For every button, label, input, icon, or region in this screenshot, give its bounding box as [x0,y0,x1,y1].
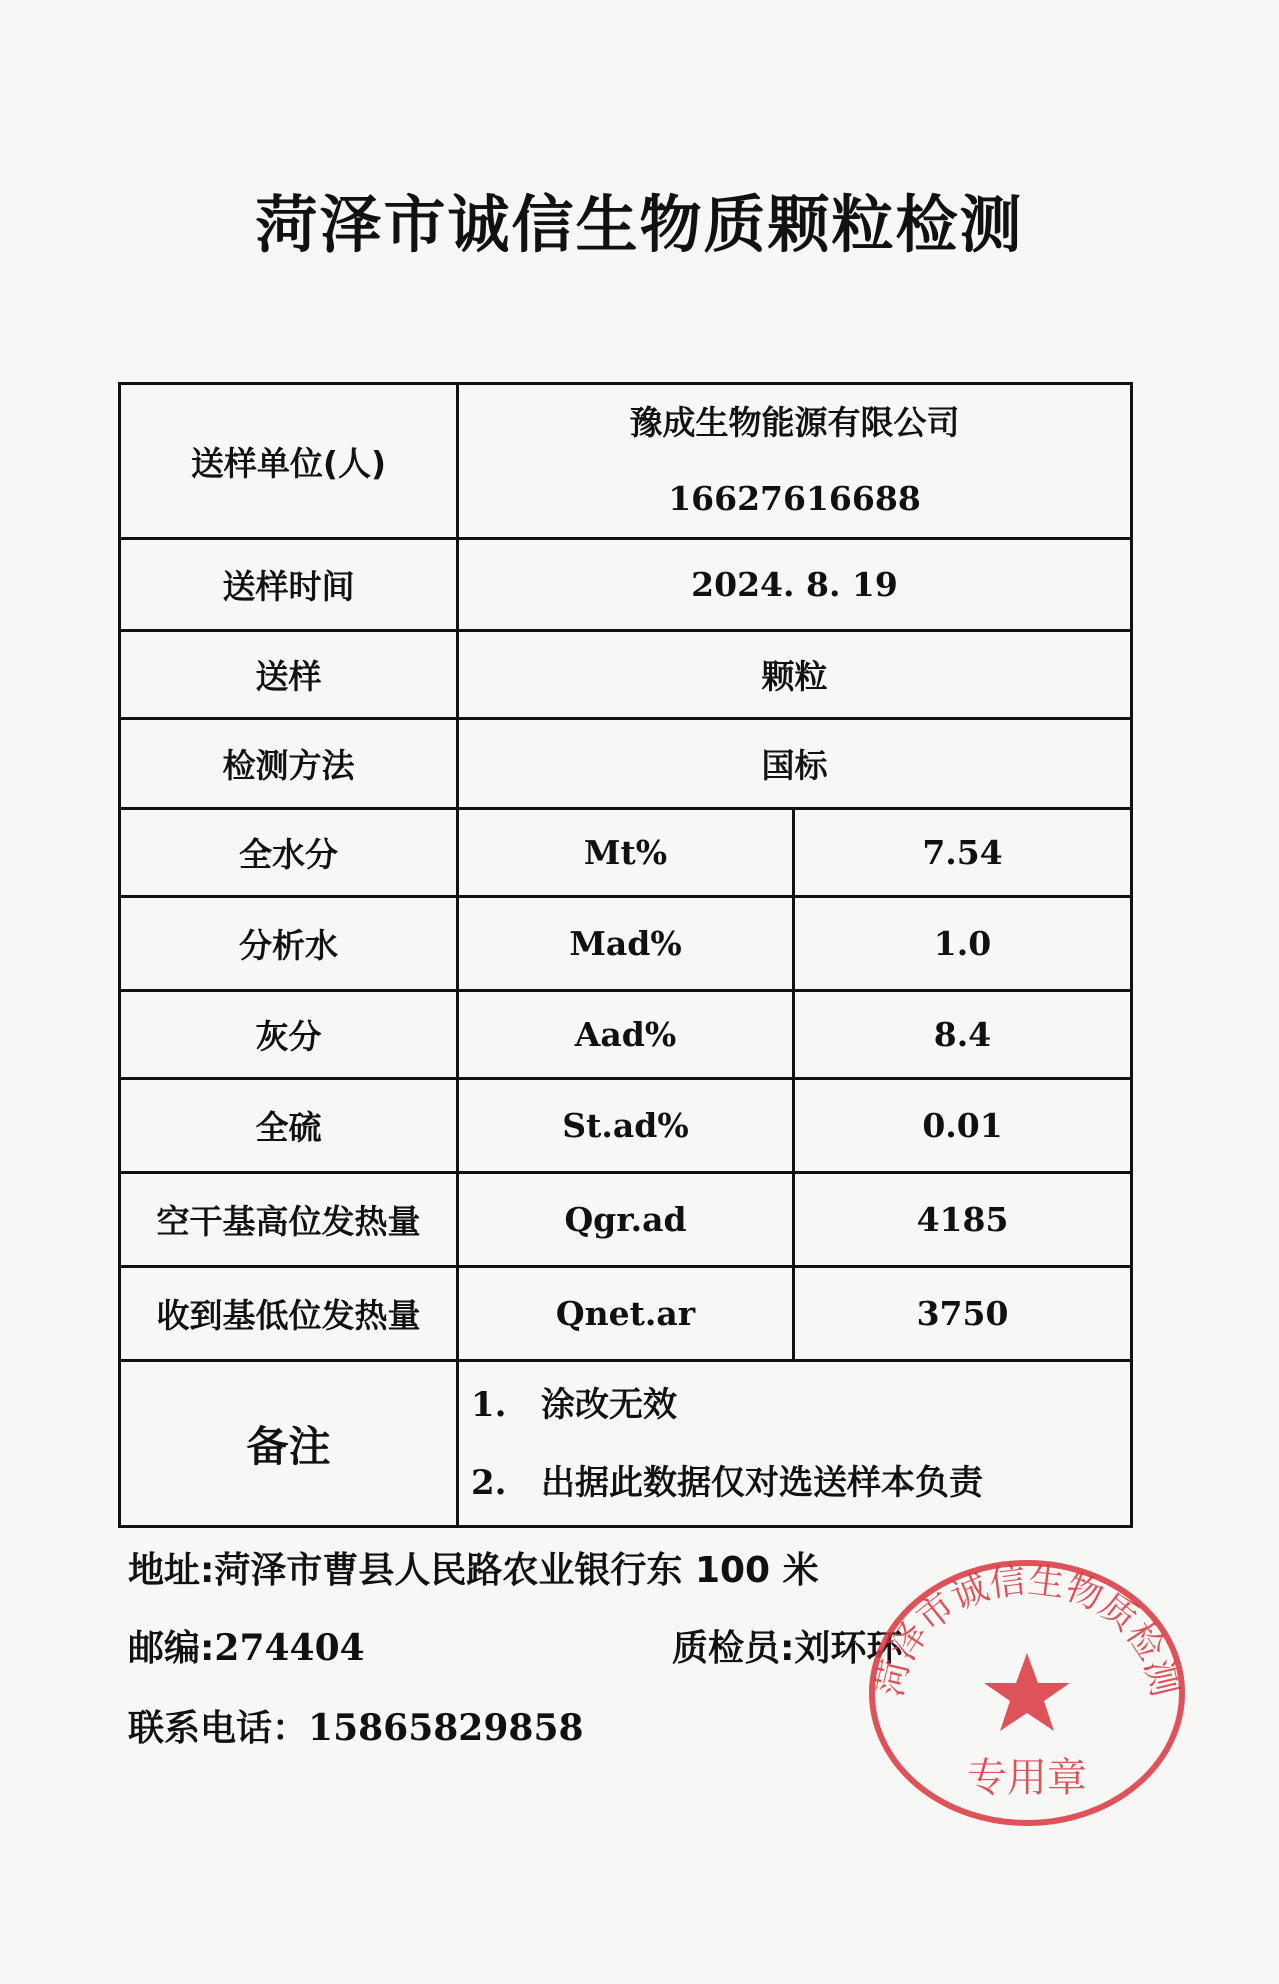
inspector-value: 刘环环 [794,1628,903,1669]
measurement-row [120,991,1132,1079]
measurement-label: 空干基高位发热量 [120,1173,458,1267]
table-row [120,539,1132,631]
remark-item [471,1444,1130,1522]
measurement-row [120,809,1132,897]
measurement-row [120,1267,1132,1361]
official-seal-stamp [862,1553,1192,1833]
row-label: 检测方法 [120,719,458,809]
sender-label: 送样单位(人) [120,384,458,539]
measurement-label: 分析水 [120,897,458,991]
measurement-symbol: Aad% [458,991,794,1079]
row-value: 2024. 8. 19 [458,539,1132,631]
remarks-list [458,1361,1132,1527]
row-label: 送样 [120,631,458,719]
measurement-symbol: St.ad% [458,1079,794,1173]
star-icon [984,1653,1070,1731]
seal-center-text: 专用章 [967,1755,1087,1801]
phone-label: 联系电话： [128,1708,309,1749]
seal-ring-text: 菏泽市诚信生物质检测 [869,1560,1185,1701]
postcode-line [128,1620,365,1671]
address-label: 地址: [128,1550,215,1591]
remark-number: 2. [471,1462,507,1503]
measurement-row [120,897,1132,991]
sender-phone: 16627616688 [668,479,921,518]
measurement-symbol: Qgr.ad [458,1173,794,1267]
remarks-row [120,1361,1132,1527]
measurement-label: 收到基低位发热量 [120,1267,458,1361]
measurement-row [120,1173,1132,1267]
table-row [120,631,1132,719]
remark-item [471,1366,1130,1444]
sender-name: 豫成生物能源有限公司 [629,403,960,442]
measurement-label: 全硫 [120,1079,458,1173]
row-label: 送样时间 [120,539,458,631]
table-row [120,719,1132,809]
measurement-value: 0.01 [794,1079,1132,1173]
phone-line [128,1700,584,1751]
address-line [128,1542,819,1593]
sender-row [120,384,1132,539]
measurement-value: 3750 [794,1267,1132,1361]
measurement-label: 全水分 [120,809,458,897]
measurement-row [120,1079,1132,1173]
remark-text: 出据此数据仅对选送样本负责 [541,1462,983,1503]
address-value: 菏泽市曹县人民路农业银行东 100 米 [214,1550,819,1591]
remarks-label: 备注 [120,1361,458,1527]
measurement-value: 7.54 [794,809,1132,897]
measurement-value: 8.4 [794,991,1132,1079]
inspector-label: 质检员: [672,1628,795,1669]
row-value: 国标 [458,719,1132,809]
measurement-symbol: Mt% [458,809,794,897]
remark-text: 涂改无效 [541,1384,677,1425]
phone-value: 15865829858 [308,1707,584,1749]
row-value: 颗粒 [458,631,1132,719]
measurement-label: 灰分 [120,991,458,1079]
remark-number: 1. [471,1384,507,1425]
measurement-symbol: Mad% [458,897,794,991]
measurement-symbol: Qnet.ar [458,1267,794,1361]
postcode-label: 邮编: [128,1628,215,1669]
inspection-table [118,382,1133,1528]
sender-cell [458,384,1132,539]
document-title: 菏泽市诚信生物质颗粒检测 [255,188,1024,261]
measurement-value: 1.0 [794,897,1132,991]
measurement-value: 4185 [794,1173,1132,1267]
postcode-value: 274404 [214,1627,365,1669]
